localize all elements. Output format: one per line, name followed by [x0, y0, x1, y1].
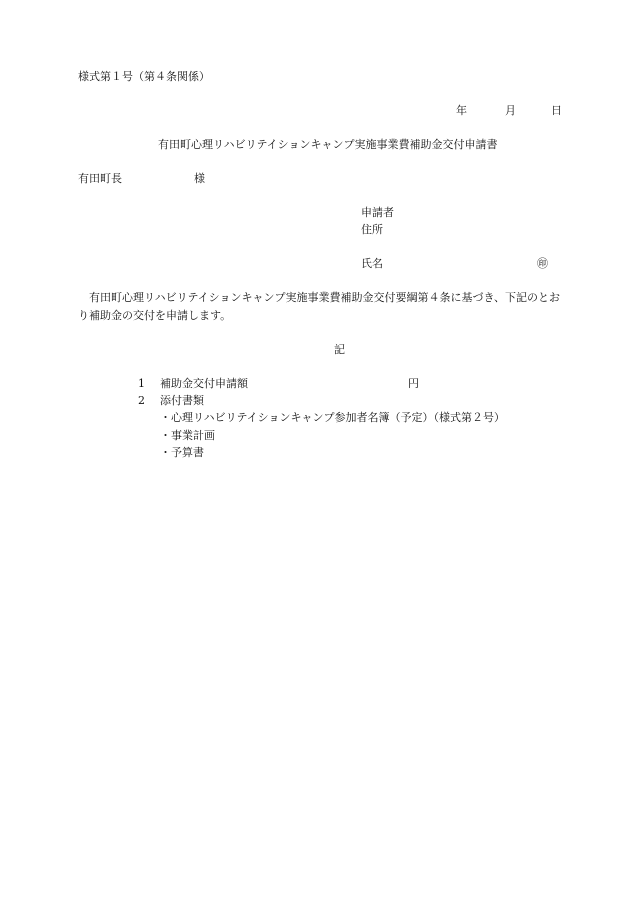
body-line-1: 有田町心理リハビリテイションキャンプ実施事業費補助金交付要綱第４条に基づき、下記のとお [89, 291, 561, 304]
attachment-item: ・事業計画 [160, 429, 215, 442]
item-unit: 円 [408, 377, 419, 390]
applicant-name-label: 氏名 [361, 257, 383, 270]
addressee-name: 有田町長 [78, 172, 122, 185]
addressee-honorific: 様 [194, 172, 205, 185]
form-number: 様式第１号（第４条関係） [78, 70, 210, 83]
attachment-item: ・予算書 [160, 446, 204, 459]
applicant-heading: 申請者 [361, 206, 394, 219]
date-day-label: 日 [551, 104, 562, 117]
seal-icon: ㊞ [537, 257, 548, 270]
applicant-address-label: 住所 [361, 223, 383, 236]
body-line-2: り補助金の交付を申請します。 [78, 309, 232, 322]
attachment-item: ・心理リハビリテイションキャンプ参加者名簿（予定）（様式第２号） [160, 411, 505, 424]
ki-heading: 記 [334, 343, 345, 356]
item-number: 2 [138, 394, 145, 407]
item-number: 1 [138, 377, 145, 390]
date-month-label: 月 [505, 104, 516, 117]
date-year-label: 年 [456, 104, 467, 117]
item-label: 補助金交付申請額 [160, 377, 248, 390]
document-title: 有田町心理リハビリテイションキャンプ実施事業費補助金交付申請書 [158, 138, 498, 151]
item-label: 添付書類 [160, 394, 204, 407]
